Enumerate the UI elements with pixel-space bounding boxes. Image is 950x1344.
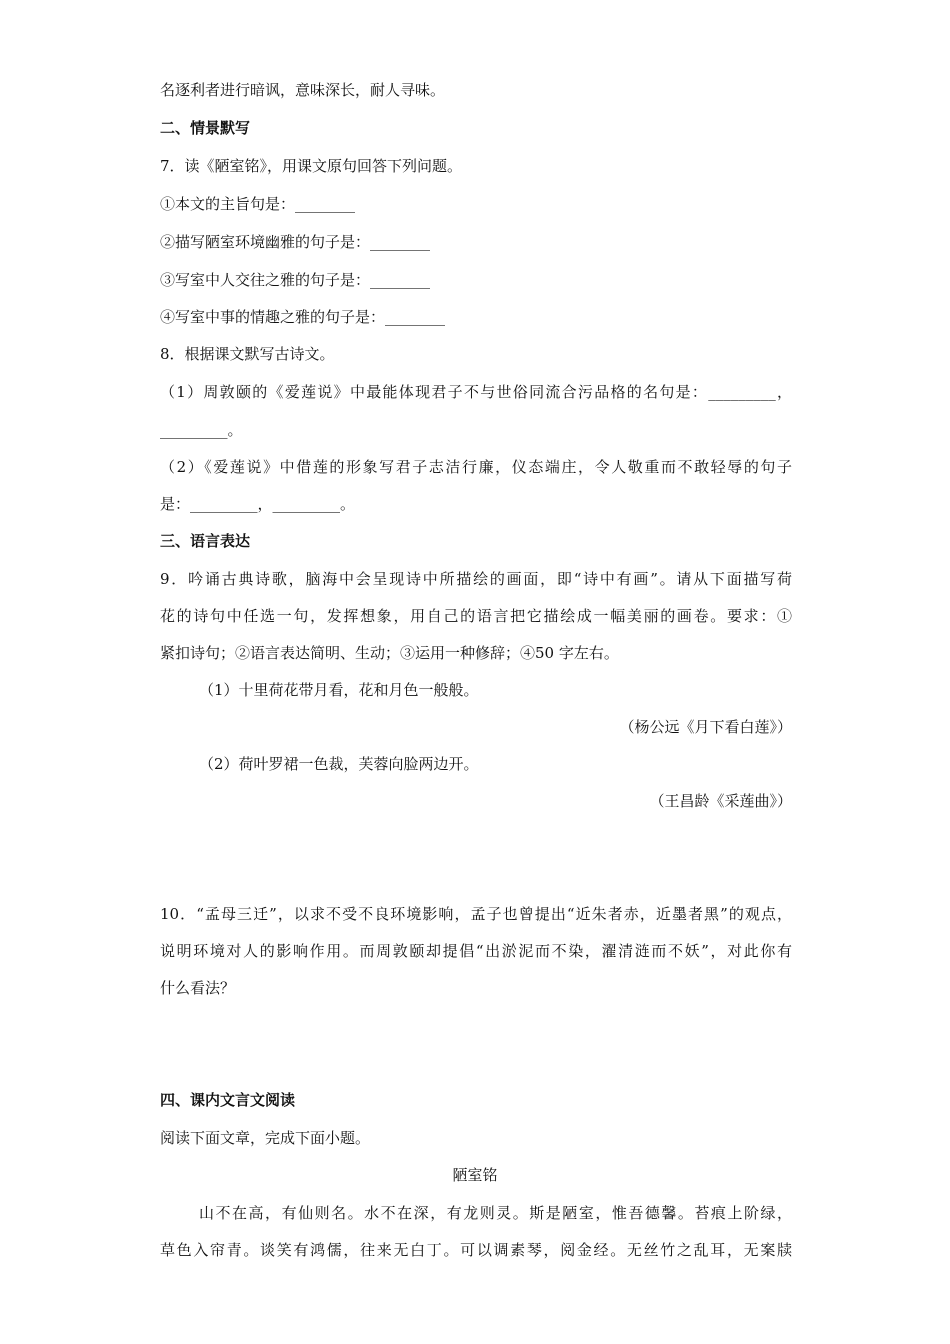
section-2-heading: 二、情景默写 — [160, 119, 251, 137]
question-9-line-1: 9．吟诵古典诗歌，脑海中会呈现诗中所描绘的画面，即“诗中有画”。请从下面描写荷 — [160, 570, 792, 588]
question-7-item-2: ②描写陋室环境幽雅的句子是：________ — [160, 233, 431, 251]
question-7-stem: 7．读《陋室铭》，用课文原句回答下列问题。 — [160, 157, 463, 175]
passage-line-1: 山不在高，有仙则名。水不在深，有龙则灵。斯是陋室，惟吾德馨。苔痕上阶绿， — [199, 1204, 792, 1222]
question-7-item-4: ④写室中事的情趣之雅的句子是：________ — [160, 308, 446, 326]
question-8-part-1-line-1: （1）周敦颐的《爱莲说》中最能体现君子不与世俗同流合污品格的名句是：_________， — [160, 383, 792, 401]
question-10-line-1: 10．“孟母三迁”，以求不受不良环境影响，孟子也曾提出“近朱者赤，近墨者黑”的观点， — [160, 905, 792, 923]
question-7-item-3: ③写室中人交往之雅的句子是：________ — [160, 271, 431, 289]
passage-line-2: 草色入帘青。谈笑有鸿儒，往来无白丁。可以调素琴，阅金经。无丝竹之乱耳，无案牍 — [160, 1241, 792, 1259]
intro-tail-text: 名逐利者进行暗讽，意味深长，耐人寻味。 — [160, 81, 446, 99]
question-7-item-1: ①本文的主旨句是：________ — [160, 195, 356, 213]
section-4-heading: 四、课内文言文阅读 — [160, 1091, 296, 1109]
question-8-part-1-line-2: _________。 — [160, 421, 243, 439]
poem-line-2: （2）荷叶罗裙一色裁，芙蓉向脸两边开。 — [199, 755, 479, 773]
question-10-line-3: 什么看法？ — [160, 979, 236, 997]
section-3-heading: 三、语言表达 — [160, 532, 251, 550]
question-9-line-2: 花的诗句中任选一句，发挥想象，用自己的语言把它描绘成一幅美丽的画卷。要求：① — [160, 607, 792, 625]
poem-source-1: （杨公远《月下看白莲》） — [619, 718, 792, 736]
question-8-stem: 8．根据课文默写古诗文。 — [160, 345, 335, 363]
passage-title: 陋室铭 — [452, 1166, 498, 1184]
poem-line-1: （1）十里荷花带月看，花和月色一般般。 — [199, 681, 479, 699]
question-9-line-3: 紧扣诗句；②语言表达简明、生动；③运用一种修辞；④50 字左右。 — [160, 644, 619, 662]
poem-source-2: （王昌龄《采莲曲》） — [649, 792, 792, 810]
question-8-part-2-line-1: （2）《爱莲说》中借莲的形象写君子志洁行廉，仪态端庄，令人敬重而不敢轻辱的句子 — [160, 458, 792, 476]
question-8-part-2-line-2: 是：_________，_________。 — [160, 495, 356, 513]
question-10-line-2: 说明环境对人的影响作用。而周敦颐却提倡“出淤泥而不染，濯清涟而不妖”，对此你有 — [160, 942, 792, 960]
reading-instruction: 阅读下面文章，完成下面小题。 — [160, 1129, 371, 1147]
